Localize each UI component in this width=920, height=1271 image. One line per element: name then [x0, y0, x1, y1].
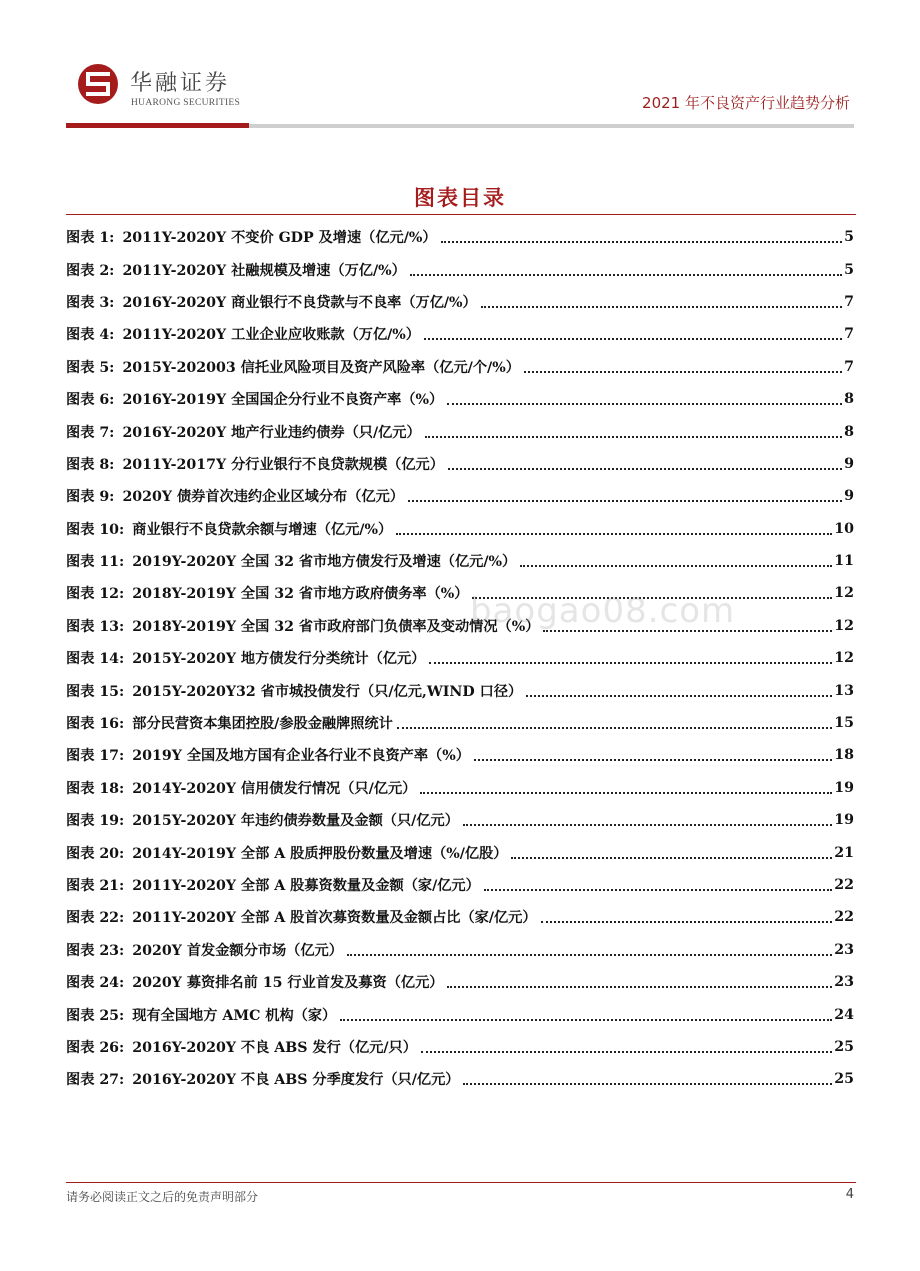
toc-entry[interactable]: [66, 804, 854, 836]
toc-entry-label: 图表 22:: [66, 910, 125, 927]
toc-leader-dots: [520, 551, 832, 567]
toc-leader-dots: [474, 745, 832, 761]
toc-entry-label: 图表 21:: [66, 878, 125, 894]
toc-entry-page: 11: [834, 553, 854, 570]
toc-leader-dots: [425, 422, 842, 438]
toc-entry-label: 图表 27:: [66, 1072, 125, 1089]
toc-entry-label: 图表 7:: [66, 424, 115, 441]
toc-entry-label: 图表 2:: [66, 262, 115, 279]
toc-entry-title: 2011Y-2020Y 全部 A 股首次募资数量及金额占比（家/亿元）: [132, 910, 537, 927]
toc-entry-page: 9: [844, 455, 854, 472]
toc-entry-title: 2016Y-2020Y 不良 ABS 分季度发行（只/亿元）: [132, 1072, 460, 1089]
toc-leader-dots: [424, 324, 842, 340]
toc-entry[interactable]: [66, 707, 854, 739]
toc-entry[interactable]: [66, 998, 854, 1030]
toc-entry-title: 2015Y-2020Y 年违约债券数量及金额（只/亿元）: [132, 813, 459, 830]
brand-name-en: HUARONG SECURITIES: [131, 98, 241, 108]
toc-leader-dots: [441, 227, 843, 243]
toc-entry-title: 现有全国地方 AMC 机构（家）: [132, 1007, 337, 1024]
header-rule: [249, 124, 854, 128]
toc-entry-title: 2014Y-2020Y 信用债发行情况（只/亿元）: [132, 780, 417, 797]
toc-entry-label: 图表 11:: [66, 554, 125, 571]
toc-entry-page: 19: [834, 812, 854, 829]
report-title: 2021 年不良资产行业趋势分析: [642, 94, 850, 112]
toc-entry-label: 图表 12:: [66, 586, 125, 603]
toc-entry-label: 图表 16:: [66, 716, 125, 733]
toc-entry-page: 13: [834, 682, 854, 699]
toc-entry-page: 5: [844, 261, 854, 278]
toc-entry[interactable]: [66, 1031, 854, 1063]
toc-entry[interactable]: [66, 480, 854, 512]
toc-leader-dots: [347, 940, 832, 956]
toc-entry-label: 图表 19:: [66, 813, 125, 830]
toc-entry-page: 10: [834, 520, 854, 537]
toc-entry-page: 15: [834, 715, 854, 732]
toc-entry-page: 9: [844, 488, 854, 505]
toc-entry-title: 2020Y 首发金额分市场（亿元）: [132, 942, 343, 959]
toc-entry-title: 2019Y-2020Y 全国 32 省市地方债发行及增速（亿元/%）: [132, 554, 517, 571]
toc-entry[interactable]: [66, 415, 854, 447]
toc-entry[interactable]: [66, 642, 854, 674]
toc-leader-dots: [397, 713, 832, 729]
toc-leader-dots: [463, 810, 832, 826]
toc-leader-dots: [447, 972, 832, 988]
toc-entry[interactable]: [66, 513, 854, 545]
toc-entry[interactable]: [66, 1063, 854, 1095]
toc-leader-dots: [481, 292, 842, 308]
toc-entry-title: 2016Y-2020Y 不良 ABS 发行（亿元/只）: [132, 1039, 417, 1056]
toc-entry[interactable]: [66, 739, 854, 771]
toc-entry-label: 图表 4:: [66, 327, 115, 344]
toc-entry-label: 图表 1:: [66, 230, 115, 247]
toc-leader-dots: [541, 907, 833, 923]
toc-entry-title: 2019Y 全国及地方国有企业各行业不良资产率（%）: [132, 748, 470, 765]
toc-entry-label: 图表 6:: [66, 392, 115, 409]
toc-entry-title: 2016Y-2020Y 商业银行不良贷款与不良率（万亿/%）: [122, 294, 477, 311]
toc-entry-page: 7: [844, 326, 854, 343]
toc-entry[interactable]: [66, 674, 854, 706]
disclaimer-note: 请务必阅读正文之后的免责声明部分: [66, 1190, 259, 1204]
toc-leader-dots: [511, 843, 832, 859]
toc-entry[interactable]: [66, 545, 854, 577]
toc-leader-dots: [463, 1069, 832, 1085]
toc-entry-label: 图表 9:: [66, 489, 115, 506]
toc-entry-label: 图表 5:: [66, 359, 115, 376]
toc-entry-page: 24: [834, 1006, 854, 1023]
toc-entry[interactable]: [66, 901, 854, 933]
toc-entry-page: 21: [834, 844, 854, 861]
toc-entry[interactable]: [66, 221, 854, 253]
toc-entry-page: 8: [844, 423, 854, 440]
watermark: baogao08.com: [470, 591, 736, 631]
toc-entry[interactable]: [66, 286, 854, 318]
toc-leader-dots: [484, 875, 832, 891]
toc-entry-page: 25: [834, 1071, 854, 1088]
footer-divider: [66, 1182, 856, 1183]
toc-entry-page: 23: [834, 974, 854, 991]
toc-entry[interactable]: [66, 383, 854, 415]
toc-entry-title: 2016Y-2020Y 地产行业违约债券（只/亿元）: [122, 424, 421, 441]
toc-entry-label: 图表 3:: [66, 294, 115, 311]
toc-entry[interactable]: [66, 318, 854, 350]
toc-divider: [66, 214, 856, 215]
toc-entry[interactable]: [66, 836, 854, 868]
toc-leader-dots: [410, 260, 842, 276]
toc-leader-dots: [396, 519, 832, 535]
toc-entry-page: 5: [844, 229, 854, 246]
page-header: [0, 0, 920, 130]
toc-entry-label: 图表 26:: [66, 1039, 125, 1056]
toc-entry-page: 25: [834, 1038, 854, 1055]
toc-entry-title: 商业银行不良贷款余额与增速（亿元/%）: [132, 521, 393, 538]
toc-leader-dots: [421, 1037, 832, 1053]
toc-entry-title: 2020Y 债券首次违约企业区域分布（亿元）: [122, 489, 404, 506]
toc-leader-dots: [429, 648, 832, 664]
toc-entry[interactable]: [66, 448, 854, 480]
toc-entry-label: 图表 23:: [66, 942, 125, 959]
toc-entry-title: 2011Y-2020Y 社融规模及增速（万亿/%）: [122, 262, 406, 279]
toc-entry-title: 2011Y-2020Y 工业企业应收账款（万亿/%）: [122, 327, 420, 344]
toc-entry-page: 19: [834, 779, 854, 796]
toc-entry[interactable]: [66, 351, 854, 383]
toc-entry[interactable]: [66, 610, 854, 642]
toc-entry[interactable]: [66, 869, 854, 901]
toc-entry-title: 2014Y-2019Y 全部 A 股质押股份数量及增速（%/亿股）: [132, 845, 508, 862]
toc-entry-page: 12: [834, 585, 854, 602]
toc-entry-title: 2015Y-2020Y32 省市城投债发行（只/亿元,WIND 口径）: [132, 683, 523, 700]
toc-entry-label: 图表 20:: [66, 845, 125, 862]
toc-entry[interactable]: [66, 934, 854, 966]
toc-leader-dots: [420, 778, 832, 794]
toc-entry-label: 图表 15:: [66, 683, 125, 700]
toc-entry-title: 2016Y-2019Y 全国国企分行业不良资产率（%）: [122, 392, 444, 409]
toc-entry-title: 部分民营资本集团控股/参股金融牌照统计: [132, 716, 393, 733]
toc-entry-title: 2011Y-2020Y 全部 A 股募资数量及金额（家/亿元）: [132, 878, 480, 894]
toc-leader-dots: [526, 681, 832, 697]
toc-leader-dots: [340, 1005, 832, 1021]
toc-entry[interactable]: [66, 966, 854, 998]
toc-entry-label: 图表 24:: [66, 975, 125, 992]
toc-entry-page: 8: [844, 391, 854, 408]
toc-entry-label: 图表 18:: [66, 780, 125, 797]
toc-entry-label: 图表 13:: [66, 618, 125, 635]
page-number: 4: [845, 1187, 854, 1202]
toc-leader-dots: [448, 454, 842, 470]
brand-name-cn: 华融证券: [130, 71, 231, 96]
toc-entry-title: 2011Y-2017Y 分行业银行不良贷款规模（亿元）: [122, 456, 444, 473]
toc-entry-title: 2018Y-2019Y 全国 32 省市政府部门负债率及变动情况（%）: [132, 618, 540, 635]
toc-entry-page: 23: [834, 941, 854, 958]
toc-entry-title: 2018Y-2019Y 全国 32 省市地方政府债务率（%）: [132, 586, 469, 603]
toc-entry-label: 图表 25:: [66, 1007, 125, 1024]
huarong-logo-icon: [76, 62, 120, 106]
toc-entry-label: 图表 14:: [66, 651, 125, 668]
toc-leader-dots: [408, 486, 842, 502]
toc-entry-page: 12: [834, 617, 854, 634]
toc-entry[interactable]: [66, 577, 854, 609]
toc-entry-page: 22: [834, 877, 854, 893]
toc-leader-dots: [524, 357, 842, 373]
toc-entry[interactable]: [66, 253, 854, 285]
toc-entry[interactable]: [66, 772, 854, 804]
toc-entry-title: 2011Y-2020Y 不变价 GDP 及增速（亿元/%）: [122, 230, 437, 247]
toc-entry-label: 图表 17:: [66, 748, 125, 765]
toc-entry-title: 2015Y-2020Y 地方债发行分类统计（亿元）: [132, 651, 426, 668]
toc-entry-page: 18: [834, 747, 854, 764]
toc-list: [66, 221, 854, 1096]
toc-entry-page: 12: [834, 650, 854, 667]
toc-entry-page: 7: [844, 293, 854, 310]
toc-entry-page: 7: [844, 358, 854, 375]
toc-entry-label: 图表 8:: [66, 456, 115, 473]
toc-entry-title: 2020Y 募资排名前 15 行业首发及募资（亿元）: [132, 975, 444, 992]
header-rule-accent: [66, 123, 249, 128]
toc-heading: 图表目录: [414, 185, 506, 210]
toc-entry-title: 2015Y-202003 信托业风险项目及资产风险率（亿元/个/%）: [122, 359, 520, 376]
toc-entry-page: 22: [834, 909, 854, 926]
toc-entry-label: 图表 10:: [66, 521, 125, 538]
toc-leader-dots: [447, 389, 842, 405]
